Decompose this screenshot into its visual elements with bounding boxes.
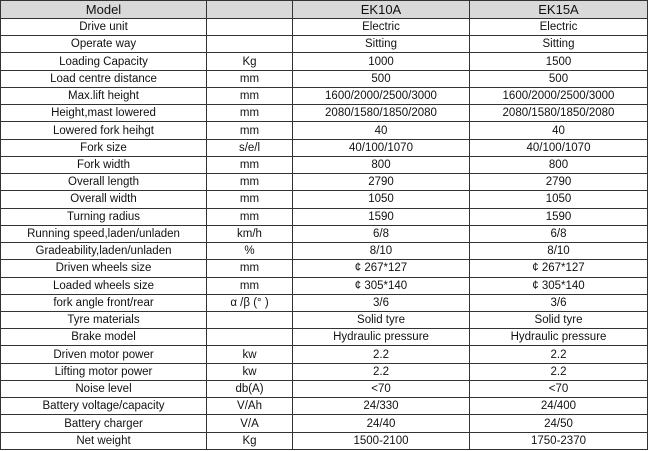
spec-label: Lowered fork heihgt xyxy=(1,122,207,139)
spec-unit: % xyxy=(207,243,293,260)
spec-unit xyxy=(207,329,293,346)
spec-value-ek10a: 24/330 xyxy=(293,398,470,415)
spec-label: Running speed,laden/unladen xyxy=(1,225,207,242)
spec-value-ek15a: 24/50 xyxy=(470,415,648,432)
model-a-header: EK10A xyxy=(293,1,470,19)
spec-row xyxy=(1,415,648,432)
spec-value-ek10a: <70 xyxy=(293,380,470,397)
spec-value-ek10a: Electric xyxy=(293,19,470,36)
spec-unit: mm xyxy=(207,208,293,225)
spec-row xyxy=(1,36,648,53)
model-header: Model xyxy=(1,1,207,19)
spec-label: Overall width xyxy=(1,191,207,208)
spec-value-ek10a: 2790 xyxy=(293,174,470,191)
spec-label: fork angle front/rear xyxy=(1,294,207,311)
spec-value-ek15a: 1590 xyxy=(470,208,648,225)
spec-value-ek10a: 1000 xyxy=(293,53,470,70)
spec-value-ek10a: 2080/1580/1850/2080 xyxy=(293,105,470,122)
spec-row xyxy=(1,208,648,225)
spec-row xyxy=(1,311,648,328)
spec-value-ek10a: Hydraulic pressure xyxy=(293,329,470,346)
spec-unit: mm xyxy=(207,87,293,104)
spec-row xyxy=(1,363,648,380)
spec-label: Max.lift height xyxy=(1,87,207,104)
spec-value-ek10a: 1600/2000/2500/3000 xyxy=(293,87,470,104)
spec-row xyxy=(1,243,648,260)
spec-value-ek10a: 8/10 xyxy=(293,243,470,260)
spec-value-ek10a: Solid tyre xyxy=(293,311,470,328)
spec-value-ek10a: 3/6 xyxy=(293,294,470,311)
spec-unit: V/A xyxy=(207,415,293,432)
model-b-header: EK15A xyxy=(470,1,648,19)
spec-row xyxy=(1,260,648,277)
spec-unit: mm xyxy=(207,191,293,208)
spec-value-ek15a: 24/400 xyxy=(470,398,648,415)
spec-unit: kw xyxy=(207,346,293,363)
spec-value-ek15a: 2.2 xyxy=(470,346,648,363)
spec-label: Drive unit xyxy=(1,19,207,36)
spec-row xyxy=(1,105,648,122)
spec-label: Gradeability,laden/unladen xyxy=(1,243,207,260)
spec-value-ek10a: ¢ 267*127 xyxy=(293,260,470,277)
spec-unit: s/e/l xyxy=(207,139,293,156)
spec-row xyxy=(1,432,648,449)
spec-label: Load centre distance xyxy=(1,70,207,87)
unit-header xyxy=(207,1,293,19)
spec-label: Loaded wheels size xyxy=(1,277,207,294)
spec-value-ek15a: 8/10 xyxy=(470,243,648,260)
spec-row xyxy=(1,139,648,156)
spec-value-ek15a: 2.2 xyxy=(470,363,648,380)
spec-row xyxy=(1,398,648,415)
spec-value-ek15a: 1050 xyxy=(470,191,648,208)
spec-label: Brake model xyxy=(1,329,207,346)
spec-unit: mm xyxy=(207,105,293,122)
spec-row xyxy=(1,225,648,242)
spec-value-ek10a: 40 xyxy=(293,122,470,139)
spec-row xyxy=(1,191,648,208)
spec-label: Height,mast lowered xyxy=(1,105,207,122)
spec-row xyxy=(1,277,648,294)
spec-row xyxy=(1,87,648,104)
spec-label: Fork size xyxy=(1,139,207,156)
spec-value-ek15a: 1750-2370 xyxy=(470,432,648,449)
spec-label: Lifting motor power xyxy=(1,363,207,380)
spec-label: Driven motor power xyxy=(1,346,207,363)
spec-row xyxy=(1,294,648,311)
spec-label: Battery charger xyxy=(1,415,207,432)
spec-unit: α /β (° ) xyxy=(207,294,293,311)
spec-value-ek15a: 2790 xyxy=(470,174,648,191)
spec-row xyxy=(1,122,648,139)
spec-unit: db(A) xyxy=(207,380,293,397)
spec-value-ek15a: Hydraulic pressure xyxy=(470,329,648,346)
spec-unit: kw xyxy=(207,363,293,380)
spec-value-ek10a: 800 xyxy=(293,156,470,173)
spec-unit xyxy=(207,36,293,53)
spec-value-ek15a: 40/100/1070 xyxy=(470,139,648,156)
spec-label: Operate way xyxy=(1,36,207,53)
header-row xyxy=(1,1,648,19)
spec-label: Net weight xyxy=(1,432,207,449)
spec-label: Turning radius xyxy=(1,208,207,225)
spec-value-ek15a: 800 xyxy=(470,156,648,173)
spec-value-ek15a: Solid tyre xyxy=(470,311,648,328)
spec-value-ek10a: 40/100/1070 xyxy=(293,139,470,156)
spec-value-ek15a: Electric xyxy=(470,19,648,36)
spec-value-ek10a: 6/8 xyxy=(293,225,470,242)
spec-label: Driven wheels size xyxy=(1,260,207,277)
spec-unit: mm xyxy=(207,70,293,87)
spec-label: Noise level xyxy=(1,380,207,397)
spec-label: Tyre materials xyxy=(1,311,207,328)
spec-value-ek15a: ¢ 305*140 xyxy=(470,277,648,294)
spec-unit: Kg xyxy=(207,53,293,70)
spec-unit: V/Ah xyxy=(207,398,293,415)
spec-value-ek10a: 1590 xyxy=(293,208,470,225)
spec-value-ek15a: ¢ 267*127 xyxy=(470,260,648,277)
spec-unit: mm xyxy=(207,122,293,139)
spec-row xyxy=(1,19,648,36)
spec-value-ek15a: 40 xyxy=(470,122,648,139)
spec-value-ek15a: Sitting xyxy=(470,36,648,53)
spec-label: Overall length xyxy=(1,174,207,191)
spec-value-ek15a: 1500 xyxy=(470,53,648,70)
spec-label: Loading Capacity xyxy=(1,53,207,70)
spec-value-ek15a: 2080/1580/1850/2080 xyxy=(470,105,648,122)
spec-value-ek10a: 500 xyxy=(293,70,470,87)
spec-unit: mm xyxy=(207,277,293,294)
spec-value-ek10a: 2.2 xyxy=(293,346,470,363)
spec-unit: mm xyxy=(207,260,293,277)
spec-label: Battery voltage/capacity xyxy=(1,398,207,415)
spec-value-ek15a: 500 xyxy=(470,70,648,87)
spec-value-ek15a: 6/8 xyxy=(470,225,648,242)
spec-row xyxy=(1,174,648,191)
spec-value-ek15a: 1600/2000/2500/3000 xyxy=(470,87,648,104)
spec-unit: mm xyxy=(207,174,293,191)
spec-row xyxy=(1,156,648,173)
spec-unit: mm xyxy=(207,156,293,173)
spec-value-ek10a: 1050 xyxy=(293,191,470,208)
spec-row xyxy=(1,380,648,397)
spec-value-ek10a: 24/40 xyxy=(293,415,470,432)
spec-row xyxy=(1,53,648,70)
spec-unit xyxy=(207,19,293,36)
spec-row xyxy=(1,70,648,87)
spec-body xyxy=(1,19,648,450)
spec-row xyxy=(1,329,648,346)
spec-value-ek10a: 2.2 xyxy=(293,363,470,380)
spec-unit xyxy=(207,311,293,328)
spec-value-ek10a: ¢ 305*140 xyxy=(293,277,470,294)
spec-value-ek10a: 1500-2100 xyxy=(293,432,470,449)
spec-value-ek10a: Sitting xyxy=(293,36,470,53)
spec-value-ek15a: 3/6 xyxy=(470,294,648,311)
spec-unit: km/h xyxy=(207,225,293,242)
spec-unit: Kg xyxy=(207,432,293,449)
spec-row xyxy=(1,346,648,363)
spec-value-ek15a: <70 xyxy=(470,380,648,397)
spec-label: Fork width xyxy=(1,156,207,173)
